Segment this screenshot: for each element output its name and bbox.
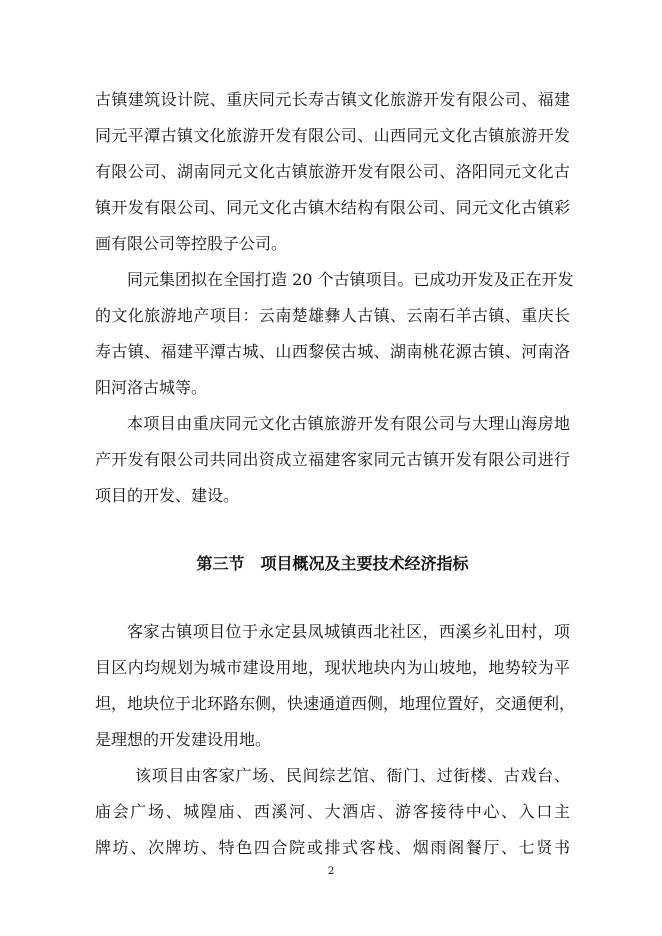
paragraph-5-line-3: 牌坊、次牌坊、特色四合院或排式客栈、烟雨阁餐厅、七贤书 (95, 838, 570, 857)
paragraph-1-line-1: 古镇建筑设计院、重庆同元长寿古镇文化旅游开发有限公司、福建 (95, 90, 570, 109)
paragraph-4-line-1: 客家古镇项目位于永定县凤城镇西北社区，西溪乡礼田村，项 (127, 622, 570, 641)
paragraph-2-line-1: 同元集团拟在全国打造 20 个古镇项目。已成功开发及正在开发 (127, 270, 574, 289)
paragraph-2-line-2: 的文化旅游地产项目：云南楚雄彝人古镇、云南石羊古镇、重庆长 (95, 306, 570, 325)
paragraph-3-line-3: 项目的开发、建设。 (95, 486, 240, 505)
paragraph-4-line-3: 坦，地块位于北环路东侧，快速通道西侧，地理位置好，交通便利， (95, 694, 576, 713)
paragraph-3-line-2: 产开发有限公司共同出资成立福建客家同元古镇开发有限公司进行 (95, 450, 570, 469)
paragraph-4-line-4: 是理想的开发建设用地。 (95, 730, 272, 749)
paragraph-1-line-3: 有限公司、湖南同元文化古镇旅游开发有限公司、洛阳同元文化古 (95, 162, 570, 181)
paragraph-3-line-1: 本项目由重庆同元文化古镇旅游开发有限公司与大理山海房地 (127, 414, 570, 433)
paragraph-1-line-2: 同元平潭古镇文化旅游开发有限公司、山西同元文化古镇旅游开发 (95, 126, 570, 145)
paragraph-1-line-5: 画有限公司等控股子公司。 (95, 234, 288, 253)
paragraph-2-line-4: 阳河洛古城等。 (95, 378, 208, 397)
section-heading: 第三节 项目概况及主要技术经济指标 (196, 554, 469, 573)
paragraph-4-line-2: 目区内均规划为城市建设用地，现状地块内为山坡地，地势较为平 (95, 658, 570, 677)
paragraph-5-line-2: 庙会广场、城隍庙、西溪河、大酒店、游客接待中心、入口主 (95, 802, 570, 821)
paragraph-1-line-4: 镇开发有限公司、同元文化古镇木结构有限公司、同元文化古镇彩 (95, 198, 570, 217)
paragraph-5-line-1: 该项目由客家广场、民间综艺馆、衙门、过街楼、古戏台、 (135, 766, 570, 785)
paragraph-2-line-3: 寿古镇、福建平潭古城、山西黎侯古城、湖南桃花源古镇、河南洛 (95, 342, 570, 361)
page-number: 2 (327, 866, 335, 877)
